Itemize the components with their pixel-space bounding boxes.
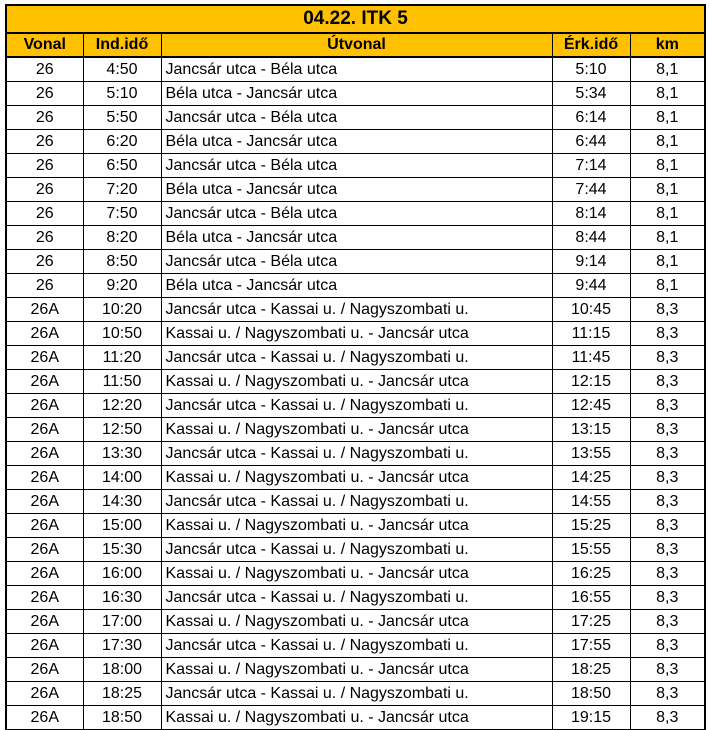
table-row: [6, 370, 705, 394]
cell-departure: 6:50: [83, 154, 161, 178]
cell-arrival: 12:45: [552, 394, 630, 418]
cell-route: Jancsár utca - Kassai u. / Nagyszombati u.: [161, 682, 552, 706]
table-row: [6, 274, 705, 298]
header-km: km: [630, 33, 705, 57]
cell-line: 26: [6, 106, 83, 130]
table-row: [6, 682, 705, 706]
cell-route: Béla utca - Jancsár utca: [161, 274, 552, 298]
cell-arrival: 10:45: [552, 298, 630, 322]
cell-line: 26A: [6, 610, 83, 634]
cell-arrival: 18:25: [552, 658, 630, 682]
header-arrival: Érk.idő: [552, 33, 630, 57]
cell-line: 26: [6, 250, 83, 274]
cell-arrival: 17:55: [552, 634, 630, 658]
cell-arrival: 19:15: [552, 706, 630, 730]
cell-line: 26: [6, 226, 83, 250]
cell-departure: 18:00: [83, 658, 161, 682]
table-row: [6, 250, 705, 274]
cell-line: 26A: [6, 586, 83, 610]
cell-route: Béla utca - Jancsár utca: [161, 130, 552, 154]
cell-arrival: 14:55: [552, 490, 630, 514]
cell-route: Jancsár utca - Béla utca: [161, 106, 552, 130]
cell-route: Kassai u. / Nagyszombati u. - Jancsár utca: [161, 658, 552, 682]
cell-arrival: 8:44: [552, 226, 630, 250]
cell-km: 8,3: [630, 394, 705, 418]
cell-line: 26A: [6, 634, 83, 658]
cell-departure: 16:30: [83, 586, 161, 610]
cell-km: 8,3: [630, 562, 705, 586]
table-row: [6, 610, 705, 634]
cell-arrival: 6:44: [552, 130, 630, 154]
cell-km: 8,1: [630, 57, 705, 82]
cell-km: 8,3: [630, 418, 705, 442]
cell-line: 26A: [6, 562, 83, 586]
cell-km: 8,3: [630, 346, 705, 370]
cell-arrival: 6:14: [552, 106, 630, 130]
cell-route: Jancsár utca - Kassai u. / Nagyszombati u.: [161, 538, 552, 562]
cell-arrival: 14:25: [552, 466, 630, 490]
cell-line: 26A: [6, 682, 83, 706]
cell-line: 26A: [6, 394, 83, 418]
cell-line: 26: [6, 130, 83, 154]
cell-line: 26: [6, 154, 83, 178]
cell-km: 8,3: [630, 658, 705, 682]
cell-departure: 11:50: [83, 370, 161, 394]
table-row: [6, 634, 705, 658]
cell-line: 26A: [6, 538, 83, 562]
cell-departure: 18:50: [83, 706, 161, 730]
table-row: [6, 466, 705, 490]
table-row: [6, 514, 705, 538]
cell-departure: 12:50: [83, 418, 161, 442]
table-row: [6, 178, 705, 202]
cell-route: Jancsár utca - Kassai u. / Nagyszombati u.: [161, 298, 552, 322]
cell-route: Jancsár utca - Béla utca: [161, 57, 552, 82]
cell-departure: 15:30: [83, 538, 161, 562]
cell-departure: 18:25: [83, 682, 161, 706]
cell-arrival: 5:34: [552, 82, 630, 106]
table-row: [6, 418, 705, 442]
table-row: [6, 442, 705, 466]
cell-departure: 5:10: [83, 82, 161, 106]
cell-departure: 6:20: [83, 130, 161, 154]
cell-arrival: 18:50: [552, 682, 630, 706]
cell-line: 26A: [6, 514, 83, 538]
cell-route: Béla utca - Jancsár utca: [161, 82, 552, 106]
cell-route: Jancsár utca - Kassai u. / Nagyszombati u.: [161, 586, 552, 610]
cell-arrival: 17:25: [552, 610, 630, 634]
table-row: [6, 346, 705, 370]
cell-line: 26A: [6, 658, 83, 682]
cell-line: 26A: [6, 706, 83, 730]
cell-km: 8,3: [630, 634, 705, 658]
cell-departure: 7:50: [83, 202, 161, 226]
table-row: [6, 562, 705, 586]
cell-line: 26A: [6, 442, 83, 466]
cell-line: 26A: [6, 298, 83, 322]
timetable-title: 04.22. ITK 5: [6, 5, 705, 33]
table-row: [6, 57, 705, 82]
cell-km: 8,3: [630, 322, 705, 346]
cell-km: 8,1: [630, 82, 705, 106]
cell-arrival: 11:15: [552, 322, 630, 346]
cell-route: Kassai u. / Nagyszombati u. - Jancsár utca: [161, 514, 552, 538]
cell-arrival: 7:44: [552, 178, 630, 202]
cell-km: 8,1: [630, 178, 705, 202]
cell-line: 26A: [6, 346, 83, 370]
table-row: [6, 202, 705, 226]
cell-km: 8,3: [630, 490, 705, 514]
cell-arrival: 9:14: [552, 250, 630, 274]
cell-km: 8,3: [630, 586, 705, 610]
table-row: [6, 490, 705, 514]
table-row: [6, 106, 705, 130]
cell-line: 26: [6, 57, 83, 82]
cell-route: Kassai u. / Nagyszombati u. - Jancsár utca: [161, 418, 552, 442]
cell-departure: 7:20: [83, 178, 161, 202]
cell-route: Béla utca - Jancsár utca: [161, 178, 552, 202]
cell-km: 8,1: [630, 274, 705, 298]
timetable-body: [6, 57, 705, 730]
cell-line: 26A: [6, 466, 83, 490]
cell-departure: 8:20: [83, 226, 161, 250]
cell-arrival: 13:55: [552, 442, 630, 466]
table-row: [6, 298, 705, 322]
cell-route: Jancsár utca - Kassai u. / Nagyszombati u.: [161, 634, 552, 658]
cell-route: Jancsár utca - Béla utca: [161, 202, 552, 226]
cell-departure: 8:50: [83, 250, 161, 274]
cell-departure: 9:20: [83, 274, 161, 298]
cell-route: Jancsár utca - Kassai u. / Nagyszombati u.: [161, 490, 552, 514]
cell-km: 8,1: [630, 250, 705, 274]
cell-route: Béla utca - Jancsár utca: [161, 226, 552, 250]
table-row: [6, 394, 705, 418]
table-row: [6, 706, 705, 730]
header-line: Vonal: [6, 33, 83, 57]
cell-arrival: 15:25: [552, 514, 630, 538]
cell-km: 8,3: [630, 442, 705, 466]
cell-km: 8,3: [630, 514, 705, 538]
cell-departure: 5:50: [83, 106, 161, 130]
cell-departure: 16:00: [83, 562, 161, 586]
cell-departure: 14:00: [83, 466, 161, 490]
header-route: Útvonal: [161, 33, 552, 57]
cell-km: 8,3: [630, 610, 705, 634]
cell-route: Kassai u. / Nagyszombati u. - Jancsár utca: [161, 562, 552, 586]
cell-km: 8,1: [630, 106, 705, 130]
cell-line: 26A: [6, 418, 83, 442]
header-departure: Ind.idő: [83, 33, 161, 57]
table-row: [6, 538, 705, 562]
cell-departure: 15:00: [83, 514, 161, 538]
cell-arrival: 16:25: [552, 562, 630, 586]
cell-departure: 17:00: [83, 610, 161, 634]
cell-arrival: 8:14: [552, 202, 630, 226]
cell-arrival: 11:45: [552, 346, 630, 370]
cell-departure: 10:50: [83, 322, 161, 346]
table-row: [6, 82, 705, 106]
cell-route: Kassai u. / Nagyszombati u. - Jancsár utca: [161, 370, 552, 394]
table-row: [6, 130, 705, 154]
cell-km: 8,1: [630, 202, 705, 226]
cell-route: Jancsár utca - Kassai u. / Nagyszombati u.: [161, 442, 552, 466]
cell-km: 8,3: [630, 682, 705, 706]
cell-arrival: 9:44: [552, 274, 630, 298]
cell-route: Kassai u. / Nagyszombati u. - Jancsár utca: [161, 706, 552, 730]
timetable: [5, 4, 706, 730]
cell-arrival: 12:15: [552, 370, 630, 394]
cell-km: 8,3: [630, 466, 705, 490]
cell-arrival: 7:14: [552, 154, 630, 178]
cell-departure: 17:30: [83, 634, 161, 658]
cell-route: Kassai u. / Nagyszombati u. - Jancsár utca: [161, 610, 552, 634]
cell-line: 26: [6, 82, 83, 106]
cell-route: Jancsár utca - Béla utca: [161, 250, 552, 274]
cell-route: Jancsár utca - Béla utca: [161, 154, 552, 178]
cell-departure: 13:30: [83, 442, 161, 466]
table-row: [6, 154, 705, 178]
table-row: [6, 658, 705, 682]
cell-departure: 4:50: [83, 57, 161, 82]
cell-line: 26: [6, 178, 83, 202]
title-row: [6, 5, 705, 33]
cell-route: Jancsár utca - Kassai u. / Nagyszombati u.: [161, 346, 552, 370]
cell-line: 26: [6, 274, 83, 298]
cell-km: 8,1: [630, 154, 705, 178]
cell-km: 8,1: [630, 130, 705, 154]
cell-route: Kassai u. / Nagyszombati u. - Jancsár utca: [161, 466, 552, 490]
cell-km: 8,3: [630, 298, 705, 322]
cell-arrival: 15:55: [552, 538, 630, 562]
cell-departure: 11:20: [83, 346, 161, 370]
cell-line: 26A: [6, 322, 83, 346]
cell-departure: 14:30: [83, 490, 161, 514]
cell-route: Jancsár utca - Kassai u. / Nagyszombati u.: [161, 394, 552, 418]
cell-departure: 10:20: [83, 298, 161, 322]
cell-route: Kassai u. / Nagyszombati u. - Jancsár utca: [161, 322, 552, 346]
cell-arrival: 13:15: [552, 418, 630, 442]
cell-km: 8,3: [630, 706, 705, 730]
header-row: [6, 33, 705, 57]
cell-line: 26A: [6, 490, 83, 514]
cell-departure: 12:20: [83, 394, 161, 418]
cell-km: 8,3: [630, 538, 705, 562]
cell-km: 8,3: [630, 370, 705, 394]
table-row: [6, 226, 705, 250]
cell-line: 26: [6, 202, 83, 226]
cell-arrival: 16:55: [552, 586, 630, 610]
cell-arrival: 5:10: [552, 57, 630, 82]
cell-km: 8,1: [630, 226, 705, 250]
table-row: [6, 322, 705, 346]
cell-line: 26A: [6, 370, 83, 394]
table-row: [6, 586, 705, 610]
